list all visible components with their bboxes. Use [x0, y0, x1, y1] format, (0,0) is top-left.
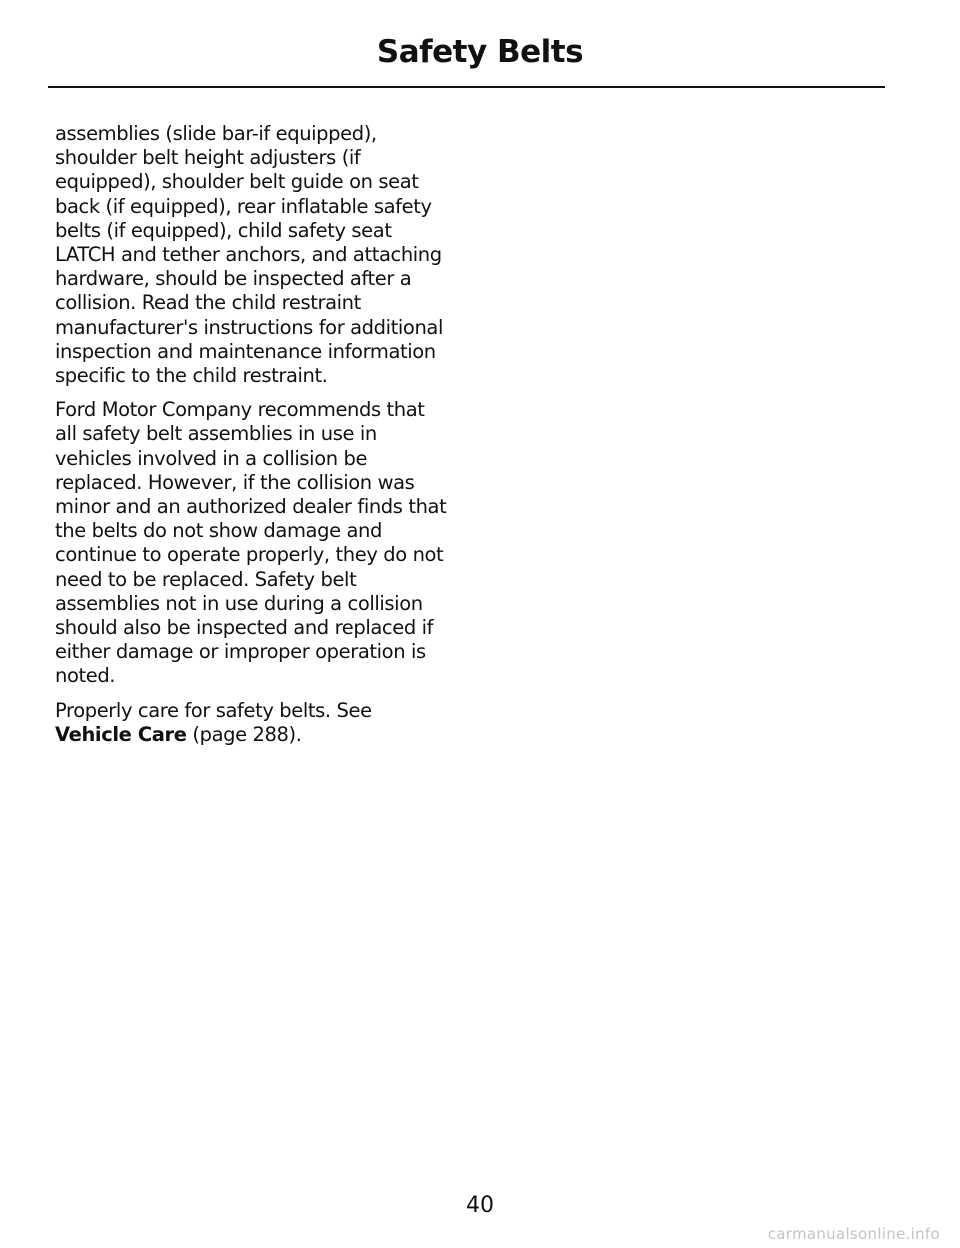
vehicle-care-reference[interactable]: Vehicle Care — [55, 722, 187, 746]
page-content — [55, 122, 450, 757]
page-header — [0, 30, 960, 74]
page-title: Safety Belts — [376, 34, 584, 70]
paragraph-replacement: Ford Motor Company recommends that all safety belt assemblies in use in vehicles involved in a collision be replaced. However, if the collision was minor and an authorized dealer finds that the belts do not show damage and continue to operate properly, they do not need to be replaced. Safety belt assemblies not in use during a collision should also be inspected and replaced if either damage or improper operation is noted. — [55, 398, 447, 688]
page-number: 40 — [466, 1193, 494, 1218]
page-reference: (page 288). — [192, 722, 302, 746]
paragraph-care — [55, 699, 450, 747]
care-text: Properly care for safety belts. See — [55, 698, 372, 722]
paragraph-inspection: assemblies (slide bar-if equipped), shoulder belt height adjusters (if equipped), shoulder belt guide on seat back (if equipped), rear inflatable safety belts (if equipped), child safety seat LATCH and tether anchors, and attaching hardware, should be inspected after a collision. Read the child restraint manufacturer's instructions for additional inspection and maintenance information specific to the child restraint. — [55, 122, 443, 388]
watermark: carmanualsonline.info — [767, 1225, 940, 1243]
header-divider — [48, 86, 885, 88]
